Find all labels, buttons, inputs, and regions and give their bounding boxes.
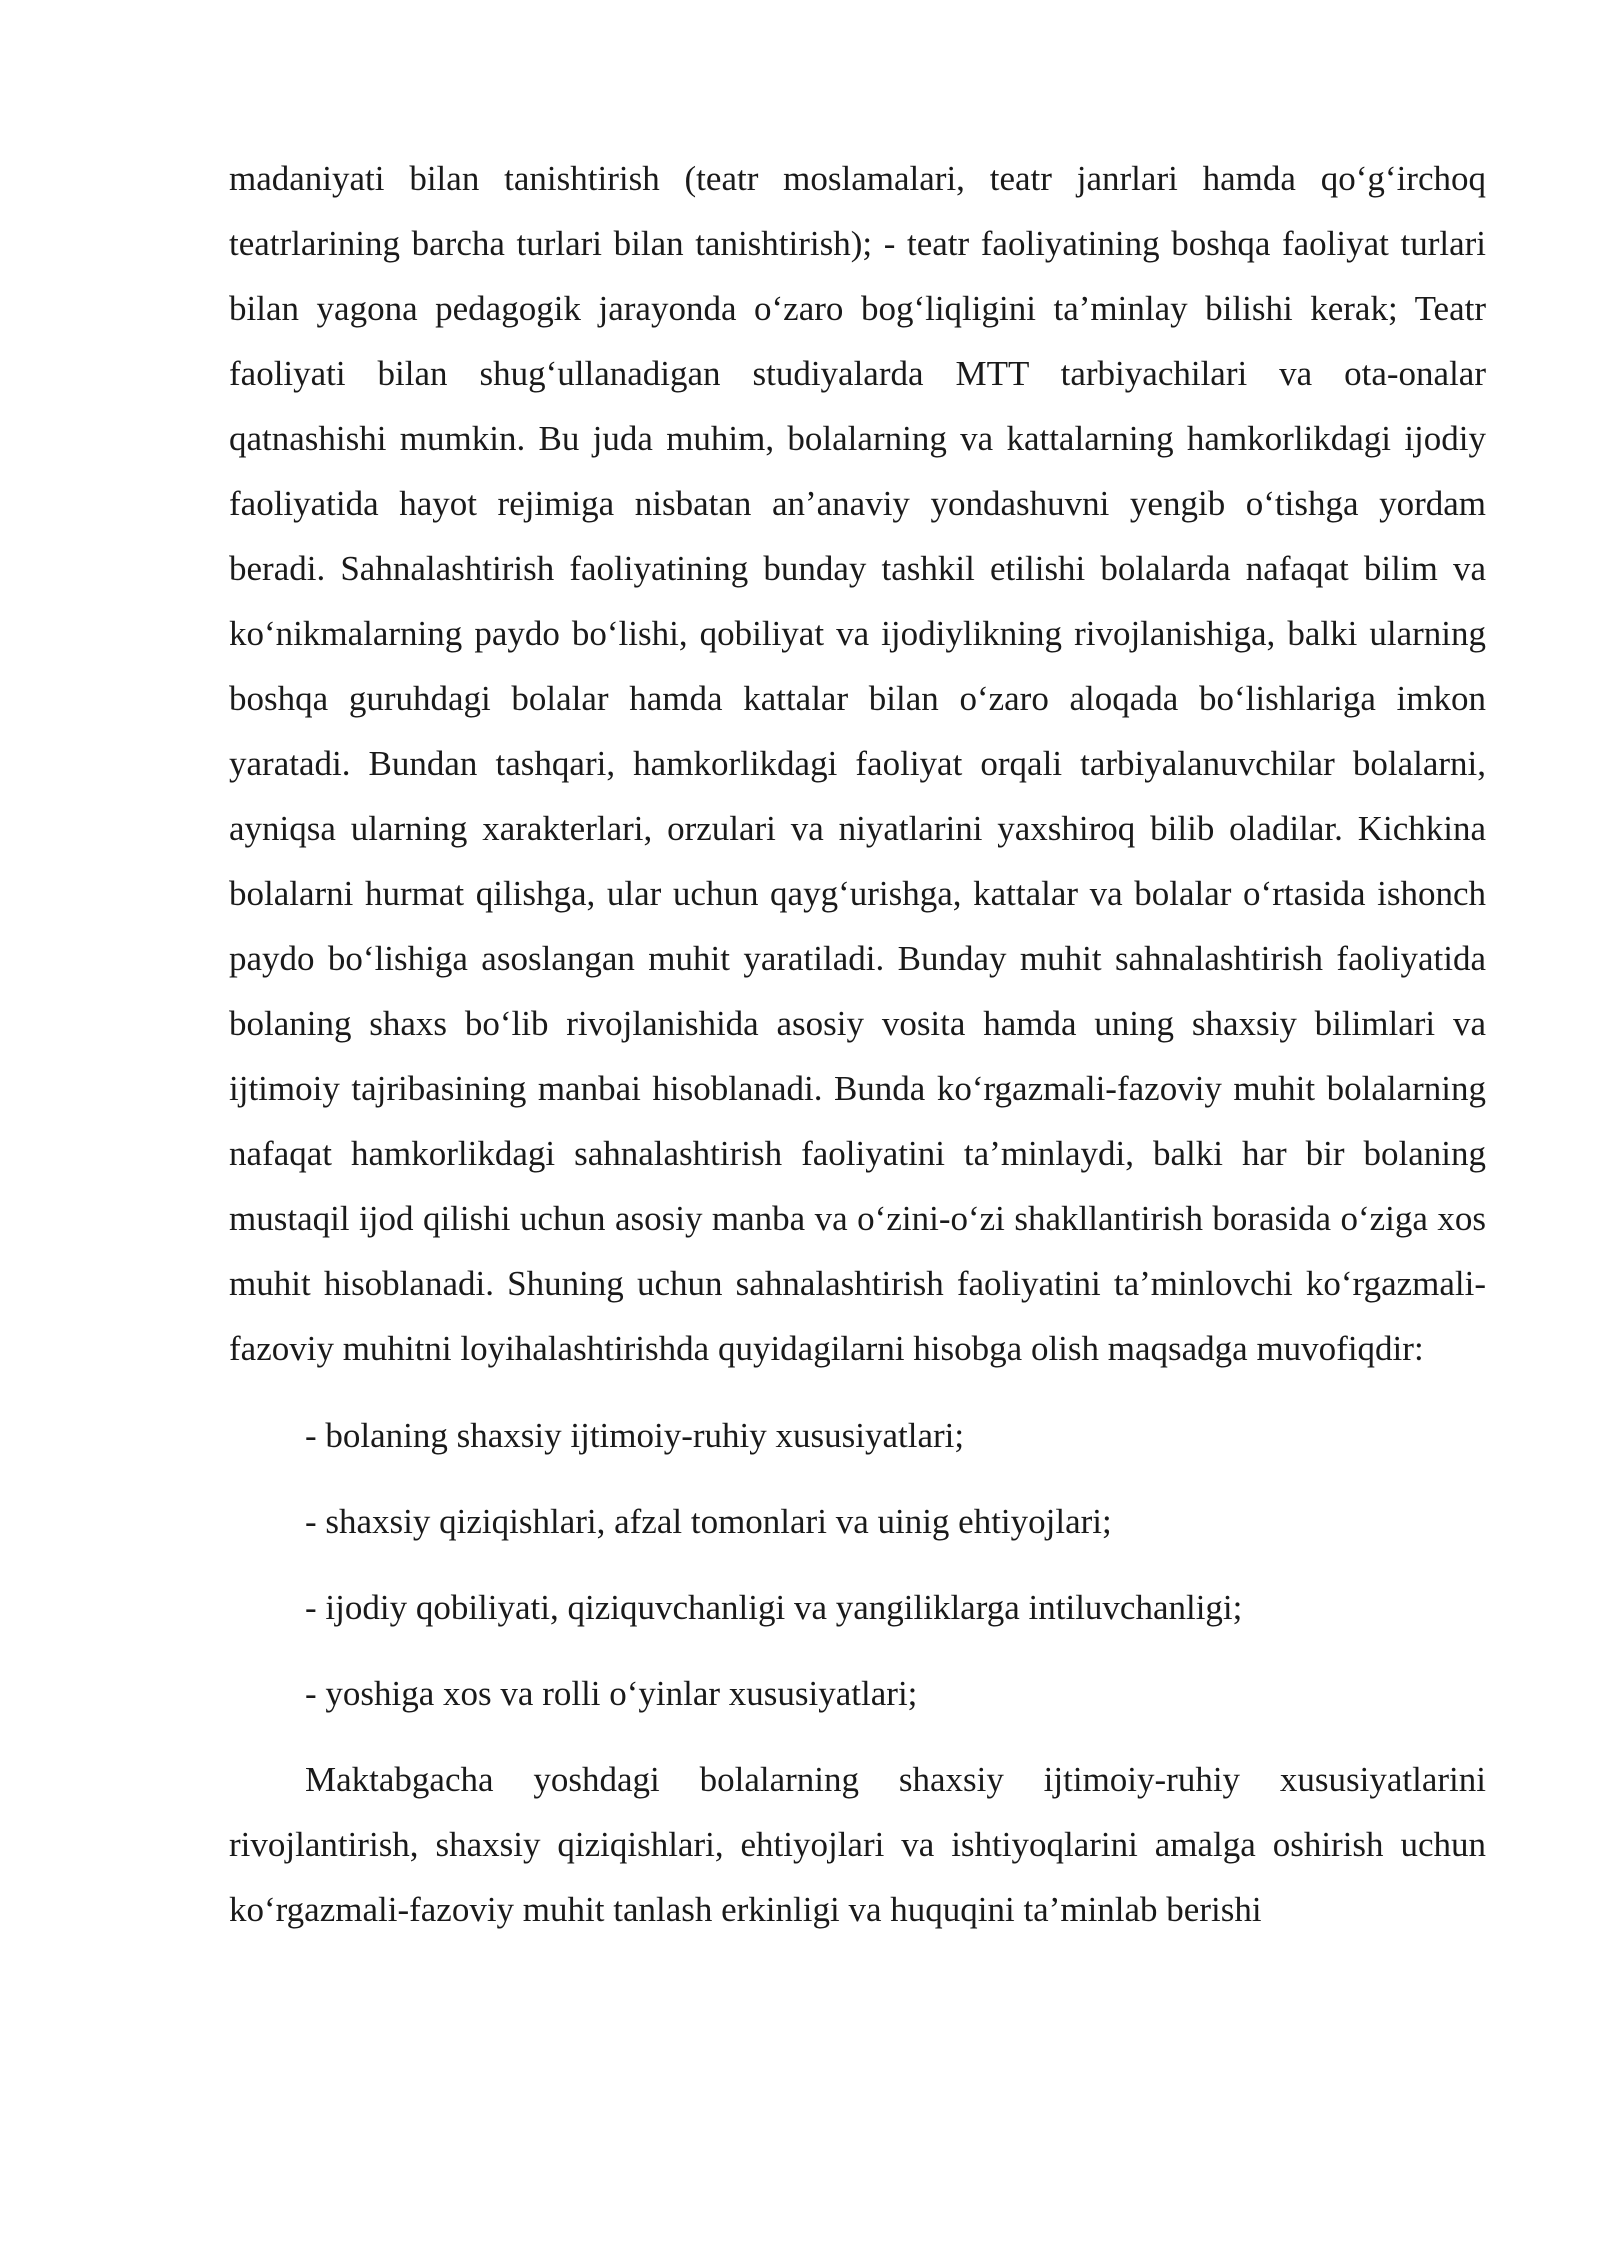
bullet-list [229,1403,1486,1726]
bullet-item: - yoshiga xos va rolli o‘yinlar xususiyatlari; [305,1674,918,1713]
paragraph-1: madaniyati bilan tanishtirish (teatr moslamalari, teatr janrlari hamda qo‘g‘irchoq teatrlarining barcha turlari bilan tanishtirish); - teatr faoliyatining boshqa faoliyat turlari bilan yagona pedagogik jarayonda o‘zaro bog‘liqligini ta’minlay bilishi kerak; Teatr faoliyati bilan shug‘ullanadigan studiyalarda MTT tarbiyachilari va ota-onalar qatnashishi mumkin. Bu juda muhim, bolalarning va kattalarning hamkorlikdagi ijodiy faoliyatida hayot rejimiga nisbatan an’anaviy yondashuvni yengib o‘tishga yordam beradi. Sahnalashtirish faoliyatining bunday tashkil etilishi bolalarda nafaqat bilim va ko‘nikmalarning paydo bo‘lishi, qobiliyat va ijodiylikning rivojlanishiga, balki ularning boshqa guruhdagi bolalar hamda kattalar bilan o‘zaro aloqada bo‘lishlariga imkon yaratadi. Bundan tashqari, hamkorlikdagi faoliyat orqali tarbiyalanuvchilar bolalarni, ayniqsa ularning xarakterlari, orzulari va niyatlarini yaxshiroq bilib oladilar. Kichkina bolalarni hurmat qilishga, ular uchun qayg‘urishga, kattalar va bolalar o‘rtasida ishonch paydo bo‘lishiga asoslangan muhit yaratiladi. Bunday muhit sahnalashtirish faoliyatida bolaning shaxs bo‘lib rivojlanishida asosiy vosita hamda uning shaxsiy bilimlari va ijtimoiy tajribasining manbai hisoblanadi. Bunda ko‘rgazmali-fazoviy muhit bolalarning nafaqat hamkorlikdagi sahnalashtirish faoliyatini ta’minlaydi, balki har bir bolaning mustaqil ijod qilishi uchun asosiy manba va o‘zini-o‘zi shakllantirish borasida o‘ziga xos muhit hisoblanadi. Shuning uchun sahnalashtirish faoliyatini ta’minlovchi ko‘rgazmali-fazoviy muhitni loyihalashtirishda quyidagilarni hisobga olish maqsadga muvofiqdir: [229,159,1486,1368]
bullet-item: - ijodiy qobiliyati, qiziquvchanligi va yangiliklarga intiluvchanligi; [305,1588,1243,1627]
bullet-item: - bolaning shaxsiy ijtimoiy-ruhiy xususiyatlari; [305,1416,965,1455]
bullet-item: - shaxsiy qiziqishlari, afzal tomonlari va uinig ehtiyojlari; [305,1502,1112,1541]
document-body [229,146,1486,1942]
paragraph-2: Maktabgacha yoshdagi bolalarning shaxsiy ijtimoiy-ruhiy xususiyatlarini rivojlantirish, shaxsiy qiziqishlari, ehtiyojlari va ishtiyoqlarini amalga oshirish uchun ko‘rgazmali-fazoviy muhit tanlash erkinligi va huquqini ta’minlab berishi [229,1760,1486,1929]
